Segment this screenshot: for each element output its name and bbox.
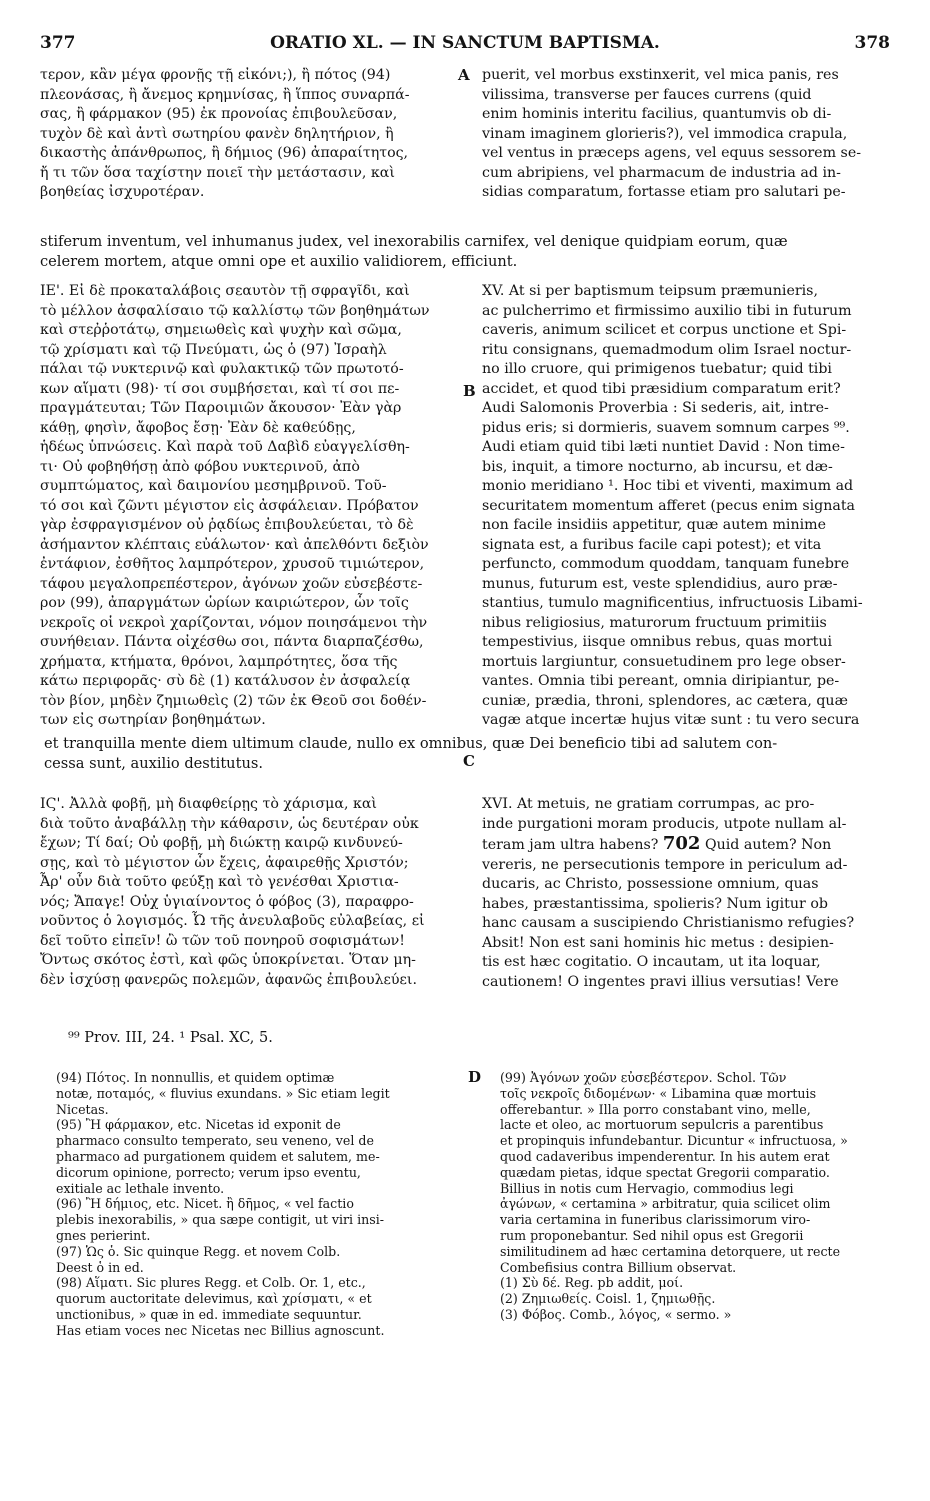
greek-line: τάφου μεγαλοπρεπέστερον, ἀγόνων χοῶν εὐσεβέστε- xyxy=(40,575,423,592)
latin-line: nibus religiosius, maturorum fructuum primitiis xyxy=(482,614,827,631)
greek-line: διὰ τοῦτο ἀναβάλλῃ τὴν κάθαρσιν, ὡς δευτέραν οὐκ xyxy=(40,815,419,832)
latin-line: sidias comparatum, fortasse etiam pro salutari pe- xyxy=(482,184,846,200)
greek-column-s1 xyxy=(40,66,460,203)
footnote-line: Billius in notis cum Hervagio, commodius legi xyxy=(500,1180,794,1196)
latin-line: no illo cruore, qui primigenos tuebatur; quid tibi xyxy=(482,361,832,377)
latin-line: munus, futurum est, veste splendidius, auro præ- xyxy=(482,575,838,592)
latin-line: XV. At si per baptismum teipsum præmunieris, xyxy=(482,283,818,299)
footnote-line: unctionibus, » quæ in ed. immediate sequuntur. xyxy=(56,1306,362,1322)
footnote-line: Deest ὁ in ed. xyxy=(56,1259,144,1275)
footnote-line: quod cadaveribus impenderentur. In his autem erat xyxy=(500,1148,830,1164)
footnote-line: rum proponebantur. Sed nihil opus est Gregorii xyxy=(500,1227,804,1243)
greek-line: πάλαι τῷ νυκτερινῷ καὶ φυλακτικῷ τῶν πρωτοτό- xyxy=(40,361,404,377)
latin-line: tempestivius, iisque omnibus rebus, quas mortui xyxy=(482,634,833,650)
latin-line: securitatem momentum afferet (pecus enim signata xyxy=(482,497,855,514)
latin-line: Absit! Non est sani hominis hic metus : desipien- xyxy=(482,934,834,951)
left-page-number: 377 xyxy=(40,33,76,53)
running-header xyxy=(40,33,890,57)
greek-line: ἐντάφιον, ἐσθῆτος λαμπρότερον, χρυσοῦ τιμιώτερον, xyxy=(40,556,425,572)
greek-line: τυχὸν δὲ καὶ ἀντὶ σωτηρίου φανὲν δηλητήριον, ἢ xyxy=(40,125,394,142)
footnote-line: lacte et oleo, ac mortuorum sepulcris a parentibus xyxy=(500,1117,824,1133)
greek-line: δεῖ τοῦτο εἰπεῖν! ὢ τῶν τοῦ πονηροῦ σοφισμάτων! xyxy=(40,932,405,949)
latin-line: ac pulcherrimo et firmissimo auxilio tibi in futurum xyxy=(482,302,852,319)
latin-line: pidus eris; si dormieris, suavem somnum carpes ⁹⁹. xyxy=(482,419,850,436)
greek-line: ἡδέως ὑπνώσεις. Καὶ παρὰ τοῦ Δαβὶδ εὐαγγελίσθη- xyxy=(40,439,410,455)
latin-column-s3 xyxy=(482,795,892,992)
latin-line: vel ventus in præceps agens, vel equus sessorem se- xyxy=(482,145,862,161)
footnote-line: similitudinem ad hæc certamina detorquere, ut recte xyxy=(500,1243,841,1259)
footnote-line: offerebantur. » Illa porro constabant vino, melle, xyxy=(500,1101,811,1117)
footnote-line: (94) Πότος. In nonnullis, et quidem optimæ xyxy=(56,1070,335,1085)
greek-line: κων αἵματι (98)· τί σοι συμβήσεται, καὶ τί σοι πε- xyxy=(40,380,400,397)
latin-line: Audi Salomonis Proverbia : Si sederis, ait, intre- xyxy=(482,400,829,416)
latin-line: stantius, tumulo magnificentius, infructuosis Libami- xyxy=(482,595,863,611)
footnote-line: (3) Φόβος. Comb., λόγος, « sermo. » xyxy=(500,1306,732,1322)
latin-line xyxy=(482,834,892,856)
latin-line: et tranquilla mente diem ultimum claude, nullo ex omnibus, quæ Dei beneficio tibi ad salutem con- xyxy=(44,735,778,752)
latin-line: inde purgationi moram producis, utpote nullam al- xyxy=(482,815,847,832)
greek-line: καὶ στεῤῥοτάτῳ, σημειωθεὶς καὶ ψυχὴν καὶ σῶμα, xyxy=(40,322,402,338)
latin-line: tis est hæc cogitatio. O incautam, ut ita loquar, xyxy=(482,954,821,970)
footnote-line: (2) Ζημιωθείς. Coisl. 1, ζημιωθῇς. xyxy=(500,1291,716,1307)
greek-line: βοηθείας ἰσχυροτέραν. xyxy=(40,184,205,200)
latin-line: accidet, et quod tibi præsidium comparatum erit? xyxy=(482,380,841,397)
footnote-line: Combefisius contra Billium observat. xyxy=(500,1259,737,1275)
latin-line: Audi etiam quid tibi læti nuntiet David : Non time- xyxy=(482,439,845,455)
greek-line: νός; Ἄπαγε! Οὐχ ὑγιαίνοντος ὁ φόβος (3), παραφρο- xyxy=(40,893,414,910)
greek-column-s2 xyxy=(40,282,460,731)
latin-line: caveris, animum scilicet et corpus unctione et Spi- xyxy=(482,322,847,338)
running-title: ORATIO XL. — IN SANCTUM BAPTISMA. xyxy=(270,33,660,53)
latin-line: ritu consignans, quemadmodum olim Israel noctur- xyxy=(482,341,852,358)
greek-line: χρήματα, κτήματα, θρόνοι, λαμπρότητες, ὅσα τῆς xyxy=(40,653,398,670)
footnote-line: (1) Σὺ δέ. Reg. pb addit, μοί. xyxy=(500,1275,684,1291)
footnote-line: quorum auctoritate delevimus, καὶ χρίσματι, « et xyxy=(56,1291,372,1307)
latin-fullwidth-s1 xyxy=(40,232,890,271)
footnote-line: (95) Ἢ φάρμακον, etc. Nicetas id exponit de xyxy=(56,1117,341,1133)
greek-line: τό σοι καὶ ζῶντι μέγιστον εἰς ἀσφάλειαν. Πρόβατον xyxy=(40,497,419,514)
margin-letter-b: B xyxy=(463,382,476,400)
latin-column-s1 xyxy=(482,66,892,203)
footnote-line: quædam pietas, idque spectat Gregorii comparatio. xyxy=(500,1164,830,1180)
latin-line: cum abripiens, vel pharmacum de industria ad in- xyxy=(482,164,841,181)
latin-fullwidth-s2 xyxy=(40,734,890,773)
greek-line: σας, ἢ φάρμακον (95) ἐκ προνοίας ἐπιβουλεῦσαν, xyxy=(40,106,398,122)
latin-line: enim hominis interitu facilius, quantumvis ob di- xyxy=(482,106,832,122)
right-page-number: 378 xyxy=(854,33,890,53)
greek-line: γὰρ ἐσφραγισμένον οὐ ῥᾳδίως ἐπιβουλεύεται, τὸ δὲ xyxy=(40,517,414,533)
greek-line: νεκροῖς οἱ νεκροὶ χαρίζονται, νόμον ποιησάμενοι τὴν xyxy=(40,614,428,631)
footnote-line: et propinquis infundebantur. Dicuntur « infructuosa, » xyxy=(500,1133,848,1149)
greek-line: πλεονάσας, ἢ ἄνεμος κρημνίσας, ἢ ἵππος συναρπά- xyxy=(40,86,410,103)
latin-column-s2 xyxy=(482,282,892,731)
greek-line: τὸν βίον, μηδὲν ζημιωθεὶς (2) τῶν ἐκ Θεοῦ σοι δοθέν- xyxy=(40,692,427,709)
greek-line: ρον (99), ἀπαργμάτων ὡρίων καιριώτερον, ὧν τοῖς xyxy=(40,595,409,611)
latin-line: vagæ atque incertæ hujus vitæ sunt : tu vero secura xyxy=(482,712,860,728)
footnotes-left xyxy=(56,1070,466,1339)
latin-line: vantes. Omnia tibi pereant, omnia diripiantur, pe- xyxy=(482,673,840,689)
column-reference-number: 702 xyxy=(662,833,701,854)
greek-line: τὸ μέλλον ἀσφαλίσαιο τῷ καλλίστῳ τῶν βοηθημάτων xyxy=(40,302,430,319)
greek-line: ἀσήμαντον κλέπταις εὐάλωτον· καὶ ἀπελθόντι δεξιὸν xyxy=(40,536,429,553)
greek-line: ΙϚ'. Ἀλλὰ φοβῇ, μὴ διαφθείρῃς τὸ χάρισμα, καὶ xyxy=(40,796,377,812)
latin-line: cautionem! O ingentes pravi illius versutias! Vere xyxy=(482,973,839,990)
latin-text: teram jam ultra habens? xyxy=(482,837,659,853)
latin-line: hanc causam a suscipiendo Christianismo refugies? xyxy=(482,915,855,931)
greek-line: δικαστὴς ἀπάνθρωπος, ἢ δήμιος (96) ἀπαραίτητος, xyxy=(40,145,409,161)
latin-line: vereris, ne persecutionis tempore in periculum ad- xyxy=(482,856,848,873)
footnote-line: dicorum opinione, porrecto; verum ipso eventu, xyxy=(56,1164,361,1180)
latin-text: Quid autem? Non xyxy=(704,837,832,853)
greek-line: δὲν ἰσχύσῃ φανερῶς πολεμῶν, ἀφανῶς ἐπιβουλεύει. xyxy=(40,971,417,988)
latin-line: monio meridiano ¹. Hoc tibi et viventi, maximum ad xyxy=(482,478,854,494)
margin-letter-d: D xyxy=(468,1068,482,1086)
footnote-line: notæ, ποταμός, « fluvius exundans. » Sic etiam legit xyxy=(56,1085,390,1101)
footnote-line: plebis inexorabilis, » qua sæpe contigit, ut viri insi- xyxy=(56,1212,384,1228)
footnotes-right xyxy=(500,1070,895,1323)
latin-line: stiferum inventum, vel inhumanus judex, vel inexorabilis carnifex, vel denique quidpiam eorum, quæ xyxy=(40,233,788,250)
greek-line: τι· Οὐ φοβηθήσῃ ἀπὸ φόβου νυκτερινοῦ, ἀπὸ xyxy=(40,458,360,475)
greek-line: συμπτώματος, καὶ δαιμονίου μεσημβρινοῦ. Τοῦ- xyxy=(40,478,387,494)
latin-line: bis, inquit, a timore nocturno, ab incursu, et dæ- xyxy=(482,458,833,475)
footnote-line: varia certamina in funeribus clarissimorum viro- xyxy=(500,1212,811,1228)
greek-line: τῷ χρίσματι καὶ τῷ Πνεύματι, ὡς ὁ (97) Ἰσραὴλ xyxy=(40,341,387,358)
latin-line: ducaris, ac Christo, possessione omnium, quas xyxy=(482,876,819,892)
footnote-line: Has etiam voces nec Nicetas nec Billius agnoscunt. xyxy=(56,1322,385,1338)
greek-line: των εἰς σωτηρίαν βοηθημάτων. xyxy=(40,712,266,728)
footnote-line: (98) Αἵματι. Sic plures Regg. et Colb. Or. 1, etc., xyxy=(56,1275,366,1291)
margin-letter-c: C xyxy=(463,752,475,770)
latin-line: cessa sunt, auxilio destitutus. xyxy=(44,754,263,772)
greek-line: πραγμάτευται; Τῶν Παροιμιῶν ἄκουσον· Ἐὰν γὰρ xyxy=(40,400,402,416)
footnote-line: (97) Ὡς ὁ. Sic quinque Regg. et novem Colb. xyxy=(56,1243,341,1259)
latin-line: non facile insidiis appetitur, quæ autem minime xyxy=(482,517,826,533)
greek-line: τερον, κἂν μέγα φρονῇς τῇ εἰκόνι;), ἢ πότος (94) xyxy=(40,67,391,83)
latin-line: vilissima, transverse per fauces currens (quid xyxy=(482,86,812,103)
latin-line: perfuncto, commodum quoddam, tanquam funebre xyxy=(482,556,850,572)
greek-line: Ἆρ' οὖν διὰ τοῦτο φεύξῃ καὶ τὸ γενέσθαι Χριστια- xyxy=(40,874,399,890)
greek-line: νοῦντος ὁ λογισμός. Ὦ τῆς ἀνευλαβοῦς εὐλαβείας, εἰ xyxy=(40,913,425,929)
footnote-line: (96) Ἢ δήμιος, etc. Nicet. ἢ δῆμος, « vel factio xyxy=(56,1196,354,1212)
latin-line: habes, præstantissima, spolieris? Num igitur ob xyxy=(482,895,828,912)
greek-column-s3 xyxy=(40,795,460,990)
footnote-line: pharmaco ad purgationem quidem et salutem, me- xyxy=(56,1148,380,1164)
margin-letter-a: A xyxy=(458,66,470,84)
footnote-line: Nicetas. xyxy=(56,1101,109,1117)
latin-line: vinam imaginem glorieris?), vel immodica crapula, xyxy=(482,125,848,142)
footnote-line: ἀγώνων, « certamina » arbitratur, quia scilicet olim xyxy=(500,1196,831,1212)
scripture-references: ⁹⁹ Prov. III, 24. ¹ Psal. XC, 5. xyxy=(68,1030,273,1046)
greek-line: συνήθειαν. Πάντα οἰχέσθω σοι, πάντα διαρπαζέσθω, xyxy=(40,634,424,650)
latin-line: cuniæ, prædia, throni, splendores, ac cætera, quæ xyxy=(482,692,848,709)
footnote-line: (99) Ἀγόνων χοῶν εὐσεβέστερον. Schol. Τῶν xyxy=(500,1070,787,1085)
latin-line: XVI. At metuis, ne gratiam corrumpas, ac pro- xyxy=(482,796,815,812)
footnote-line: gnes perierint. xyxy=(56,1227,151,1243)
latin-line: celerem mortem, atque omni ope et auxilio validiorem, efficiunt. xyxy=(40,252,518,270)
latin-line: puerit, vel morbus exstinxerit, vel mica panis, res xyxy=(482,67,839,83)
greek-line: ΙΕ'. Εἰ δὲ προκαταλάβοις σεαυτὸν τῇ σφραγῖδι, καὶ xyxy=(40,283,410,299)
greek-line: κάθῃ, φησὶν, ἄφοβος ἔσῃ· Ἐὰν δὲ καθεύδῃς, xyxy=(40,419,356,436)
footnote-line: τοῖς νεκροῖς διδομένων· « Libamina quæ mortuis xyxy=(500,1085,817,1101)
latin-line: signata est, a furibus facile capi potest); et vita xyxy=(482,536,822,553)
greek-line: ἔχων; Τί δαί; Οὐ φοβῇ, μὴ διώκτῃ καιρῷ κινδυνεύ- xyxy=(40,835,403,851)
footnote-line: exitiale ac lethale invento. xyxy=(56,1180,225,1196)
footnote-line: pharmaco consulto temperato, seu veneno, vel de xyxy=(56,1133,374,1149)
latin-line: mortuis largiuntur, consuetudinem pro lege obser- xyxy=(482,653,846,670)
greek-line: κάτω περιφορᾶς· σὺ δὲ (1) κατάλυσον ἐν ἀσφαλείᾳ xyxy=(40,673,411,689)
greek-line: σῃς, καὶ τὸ μέγιστον ὧν ἔχεις, ἀφαιρεθῇς Χριστόν; xyxy=(40,854,409,871)
greek-line: ἤ τι τῶν ὅσα ταχίστην ποιεῖ τὴν μετάστασιν, καὶ xyxy=(40,164,395,181)
greek-line: Ὄντως σκότος ἐστὶ, καὶ φῶς ὑποκρίνεται. Ὅταν μη- xyxy=(40,952,416,968)
